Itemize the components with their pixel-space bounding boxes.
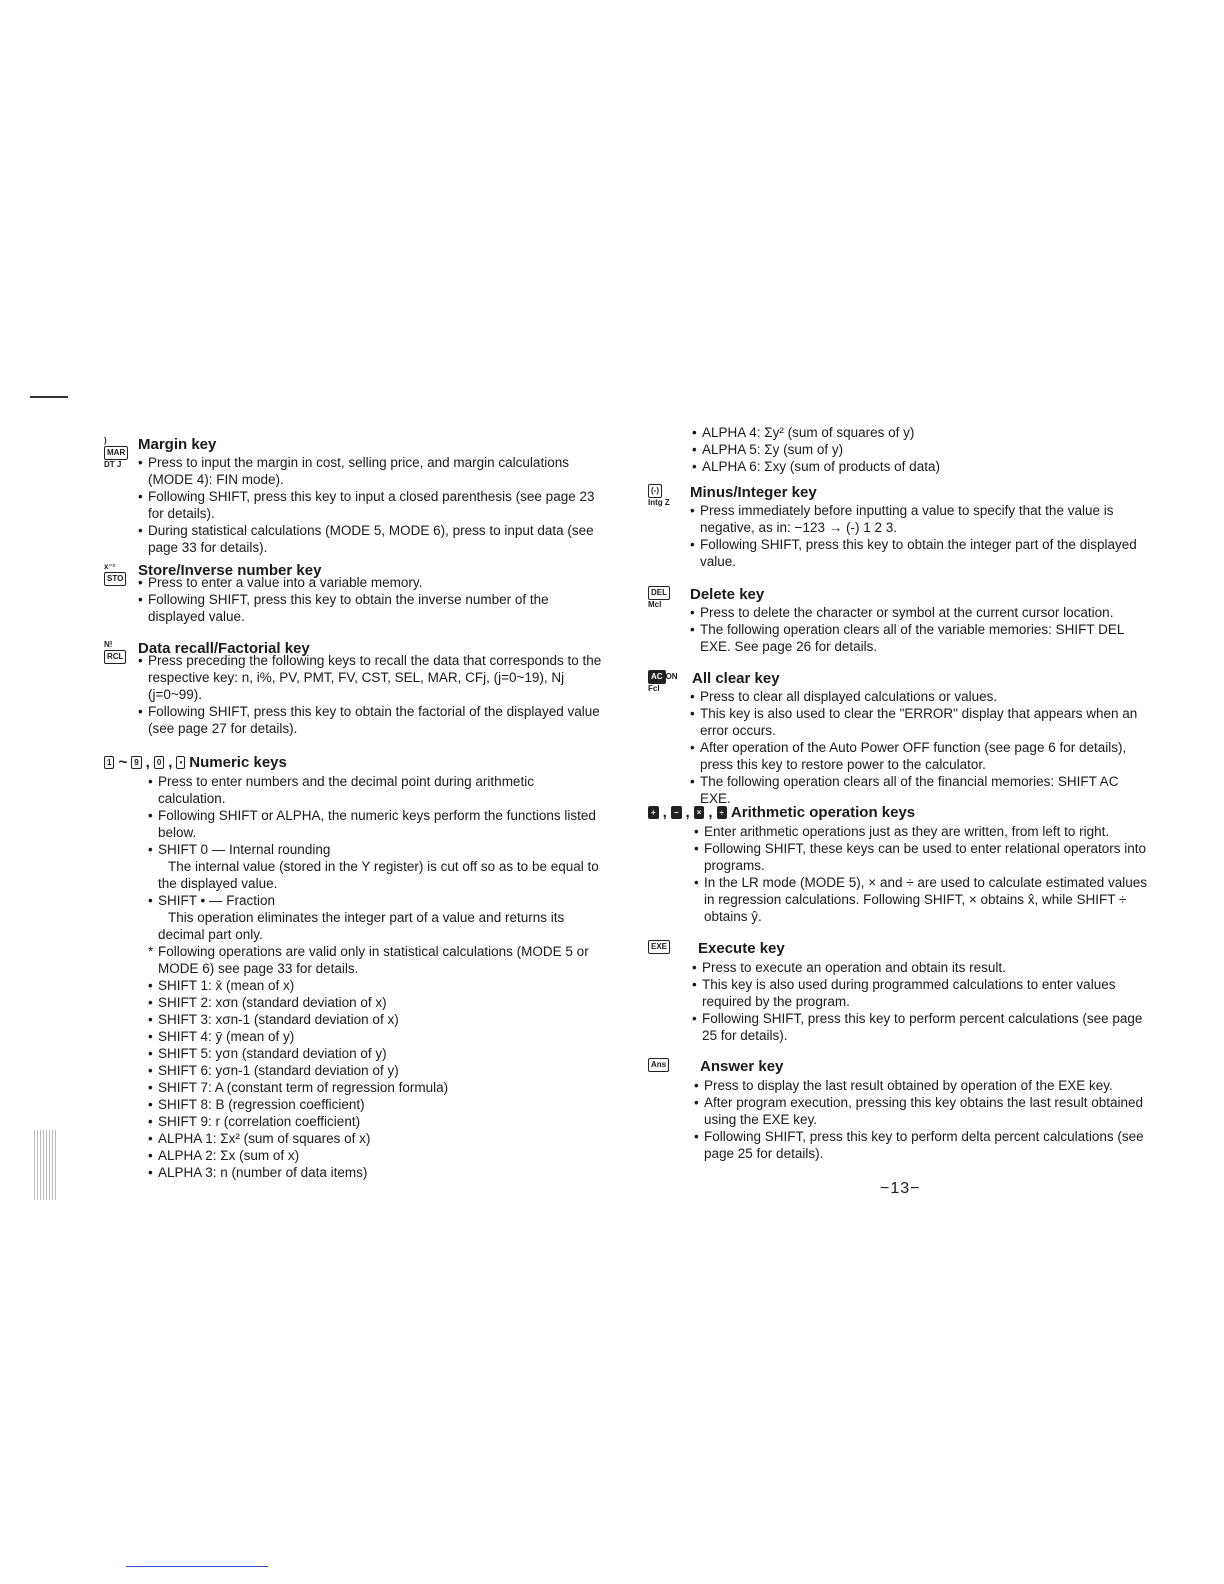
delete-key-list xyxy=(648,604,1148,655)
recall-key-icon xyxy=(104,640,138,664)
recall-key-section xyxy=(104,640,604,737)
store-key-section xyxy=(104,562,604,625)
stat-sum-sq-y: • ALPHA 4: Σy² (sum of squares of y) xyxy=(692,424,1148,441)
margin-key-section xyxy=(104,436,604,556)
recall-icon-box: RCL xyxy=(104,650,126,664)
arith-key-section xyxy=(648,804,1148,925)
execute-bullet-1: • Press to execute an operation and obtain its result. xyxy=(692,959,1148,976)
delete-icon-box: DEL xyxy=(648,586,670,600)
numeric-star-note: * Following operations are valid only in statistical calculations (MODE 5 or MODE 6) see page 33 for details. xyxy=(148,943,604,977)
minus-key-list xyxy=(648,502,1148,570)
minus-bullet-1: • Press immediately before inputting a value to specify that the value is negative, as in: −123 → (-) 1 2 3. xyxy=(690,502,1148,536)
numeric-key-heading: 1 ~ 9 , 0 , • Numeric keys xyxy=(104,754,604,771)
margin-bullet-3: • During statistical calculations (MODE 5, MODE 6), press to input data (see page 33 for details). xyxy=(138,522,604,556)
arith-bullet-1: • Enter arithmetic operations just as they are written, from left to right. xyxy=(694,823,1148,840)
arith-key-heading xyxy=(648,804,1148,821)
arith-sep-1: , xyxy=(662,804,667,821)
recall-bullet-2: • Following SHIFT, press this key to obtain the factorial of the displayed value (see page 27 for details). xyxy=(138,703,604,737)
page-number: −13− xyxy=(880,1180,921,1197)
stat-mean-x: • SHIFT 1: x̄ (mean of x) xyxy=(148,977,604,994)
stat-mean-y: • SHIFT 4: ȳ (mean of y) xyxy=(148,1028,604,1045)
minus-key-title: Minus/Integer key xyxy=(690,484,817,501)
key-0-icon: 0 xyxy=(154,756,164,769)
store-bullet-1: • Press to enter a value into a variable memory. xyxy=(138,574,604,591)
margin-icon-sub: DT J xyxy=(104,460,122,469)
execute-bullet-2: • This key is also used during programmed calculations to enter values required by the program. xyxy=(692,976,1148,1010)
allclear-bullet-3: • After operation of the Auto Power OFF function (see page 6 for details), press this key to restore power to the calculator. xyxy=(690,739,1148,773)
recall-key-list xyxy=(104,652,604,737)
margin-key-list xyxy=(104,454,604,556)
margin-bullet-2: • Following SHIFT, press this key to input a closed parenthesis (see page 23 for details). xyxy=(138,488,604,522)
stat-sum-x: • ALPHA 2: Σx (sum of x) xyxy=(148,1147,604,1164)
numeric-bullet-3: • SHIFT 0 — Internal rounding xyxy=(148,841,604,858)
stat-sum-sq-x: • ALPHA 1: Σx² (sum of squares of x) xyxy=(148,1130,604,1147)
delete-key-icon xyxy=(648,586,682,610)
execute-bullet-3: • Following SHIFT, press this key to perform percent calculations (see page 25 for details). xyxy=(692,1010,1148,1044)
numeric-note-1: The internal value (stored in the Y register) is cut off so as to be equal to the displayed value. xyxy=(158,859,599,891)
stat-sum-y: • ALPHA 5: Σy (sum of y) xyxy=(692,441,1148,458)
allclear-key-title: All clear key xyxy=(692,670,780,687)
answer-key-list xyxy=(648,1077,1148,1162)
minus-icon-box: (-) xyxy=(648,484,662,498)
numeric-note-2: This operation eliminates the integer part of a value and returns its decimal part only. xyxy=(158,910,565,942)
divide-key-icon: ÷ xyxy=(717,806,727,819)
store-key-title: Store/Inverse number key xyxy=(138,562,322,579)
arith-sep-2: , xyxy=(685,804,690,821)
delete-icon-sub: Mcl xyxy=(648,600,662,609)
answer-icon-box: Ans xyxy=(648,1058,669,1072)
arith-bullet-2: • Following SHIFT, these keys can be used to enter relational operators into programs. xyxy=(694,840,1148,874)
execute-key-title: Execute key xyxy=(698,940,785,957)
delete-key-title: Delete key xyxy=(690,586,765,603)
recall-icon-top: N! xyxy=(104,640,113,649)
binding-edge xyxy=(34,1130,56,1200)
execute-key-icon xyxy=(648,940,682,954)
sums-list xyxy=(648,424,1148,475)
margin-bullet-1: • Press to input the margin in cost, selling price, and margin calculations (MODE 4): FIN mode). xyxy=(138,454,604,488)
store-icon-box: STO xyxy=(104,572,126,586)
key-dot-icon: • xyxy=(176,756,185,769)
margin-key-title: Margin key xyxy=(138,436,217,453)
delete-bullet-1: • Press to delete the character or symbol at the current cursor location. xyxy=(690,604,1148,621)
recall-bullet-1: • Press preceding the following keys to recall the data that corresponds to the respective key: n, i%, PV, PMT, FV, CST, SEL, MAR, CFj, (j=0~19), Nj (j=0~99). xyxy=(138,652,604,703)
minus-key-icon xyxy=(648,484,682,508)
arith-bullet-3: • In the LR mode (MODE 5), × and ÷ are used to calculate estimated values in regression calculations. Following SHIFT, × obtains x̂, while SHIFT ÷ obtains ŷ. xyxy=(694,874,1148,925)
stat-sd-y-n1: • SHIFT 6: yσn-1 (standard deviation of y) xyxy=(148,1062,604,1079)
arith-key-list xyxy=(648,823,1148,925)
key-1-icon: 1 xyxy=(104,756,114,769)
numeric-key-list xyxy=(104,773,604,1181)
answer-key-icon xyxy=(648,1058,682,1072)
arith-key-title: Arithmetic operation keys xyxy=(730,804,916,821)
stat-corr-r: • SHIFT 9: r (correlation coefficient) xyxy=(148,1113,604,1130)
answer-bullet-1: • Press to display the last result obtained by operation of the EXE key. xyxy=(694,1077,1148,1094)
execute-icon-box: EXE xyxy=(648,940,670,954)
page-edge-rule xyxy=(30,396,68,398)
allclear-key-list xyxy=(648,688,1148,807)
allclear-icon-on: ON xyxy=(665,672,678,681)
minus-bullet-2: • Following SHIFT, press this key to obtain the integer part of the displayed value. xyxy=(690,536,1148,570)
allclear-key-section xyxy=(648,670,1148,807)
store-icon-top: x⁻¹ xyxy=(104,562,116,571)
store-key-icon xyxy=(104,562,138,586)
stat-sd-x-n: • SHIFT 2: xσn (standard deviation of x) xyxy=(148,994,604,1011)
numeric-key-title: Numeric keys xyxy=(189,754,287,771)
minus-key-section xyxy=(648,484,1148,570)
allclear-bullet-1: • Press to clear all displayed calculations or values. xyxy=(690,688,1148,705)
delete-bullet-2: • The following operation clears all of the variable memories: SHIFT DEL EXE. See page 26 for details. xyxy=(690,621,1148,655)
recall-key-title: Data recall/Factorial key xyxy=(138,640,310,657)
delete-key-section xyxy=(648,586,1148,655)
footer-rule xyxy=(126,1566,268,1567)
allclear-icon-box: AC xyxy=(648,670,666,684)
key-9-icon: 9 xyxy=(131,756,141,769)
minus-icon-sub: Intg Z xyxy=(648,498,670,507)
execute-key-list xyxy=(648,959,1148,1044)
numeric-tilde: ~ xyxy=(118,754,128,771)
minus-op-key-icon: − xyxy=(671,806,682,819)
sums-section xyxy=(648,422,1148,475)
stat-sum-xy: • ALPHA 6: Σxy (sum of products of data) xyxy=(692,458,1148,475)
answer-bullet-3: • Following SHIFT, press this key to perform delta percent calculations (see page 25 for details). xyxy=(694,1128,1148,1162)
arith-sep-3: , xyxy=(708,804,713,821)
numeric-bullet-2: • Following SHIFT or ALPHA, the numeric keys perform the functions listed below. xyxy=(148,807,604,841)
stat-constant-a: • SHIFT 7: A (constant term of regression formula) xyxy=(148,1079,604,1096)
answer-key-section xyxy=(648,1058,1148,1162)
margin-icon-top: ) xyxy=(104,436,107,445)
plus-key-icon: + xyxy=(648,806,659,819)
store-key-list xyxy=(104,574,604,625)
margin-key-icon xyxy=(104,436,138,470)
allclear-bullet-4: • The following operation clears all of the financial memories: SHIFT AC EXE. xyxy=(690,773,1148,807)
numeric-key-section xyxy=(104,754,604,1181)
store-bullet-2: • Following SHIFT, press this key to obtain the inverse number of the displayed value. xyxy=(138,591,604,625)
allclear-icon-sub: Fcl xyxy=(648,684,660,693)
stat-sd-x-n1: • SHIFT 3: xσn-1 (standard deviation of x) xyxy=(148,1011,604,1028)
stat-count-n: • ALPHA 3: n (number of data items) xyxy=(148,1164,604,1181)
execute-key-section xyxy=(648,940,1148,1044)
times-key-icon: × xyxy=(694,806,705,819)
margin-icon-box: MAR xyxy=(104,446,128,460)
stat-sd-y-n: • SHIFT 5: yσn (standard deviation of y) xyxy=(148,1045,604,1062)
numeric-bullet-1: • Press to enter numbers and the decimal point during arithmetic calculation. xyxy=(148,773,604,807)
answer-key-title: Answer key xyxy=(700,1058,784,1075)
allclear-key-icon xyxy=(648,670,682,694)
numeric-bullet-4: • SHIFT • — Fraction xyxy=(148,892,604,909)
stat-coeff-b: • SHIFT 8: B (regression coefficient) xyxy=(148,1096,604,1113)
answer-bullet-2: • After program execution, pressing this key obtains the last result obtained using the EXE key. xyxy=(694,1094,1148,1128)
allclear-bullet-2: • This key is also used to clear the "ERROR" display that appears when an error occurs. xyxy=(690,705,1148,739)
